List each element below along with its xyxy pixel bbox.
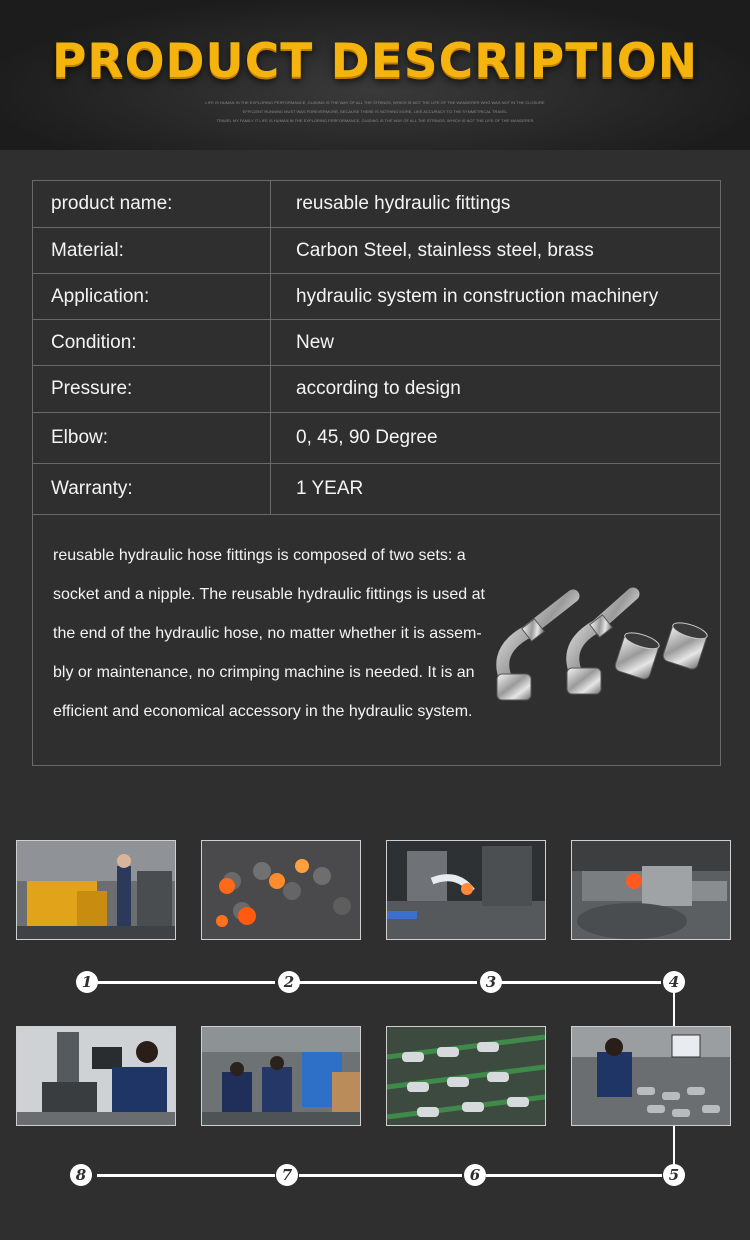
process-photo-1 [16, 840, 176, 940]
spec-row-condition [33, 320, 721, 366]
spec-value: New [271, 320, 721, 366]
timeline-connector-vertical [673, 993, 675, 1026]
step-number-8: 8 [70, 1164, 92, 1186]
step-number-1: 1 [76, 971, 98, 993]
spec-row-warranty [33, 464, 721, 515]
tagline-line-2: EFFICIENT RUNNING MUST WAS FOREVERMORE, BECAUSE THERE IS NOTHING MORE, LIKE ACCURACY TO THE SYMMETRICAL TRAVEL [242, 109, 508, 114]
step-number-4: 4 [663, 971, 685, 993]
timeline-connector-vertical [673, 1126, 675, 1164]
spec-key: product name: [33, 181, 271, 228]
spec-row-application [33, 274, 721, 320]
spec-value: reusable hydraulic fittings [271, 181, 721, 228]
description-line: the end of the hydraulic hose, no matter whether it is assem- [53, 625, 482, 642]
process-photo-4 [571, 840, 731, 940]
description-line: bly or maintenance, no crimping machine is needed. It is an [53, 664, 475, 681]
spec-key: Pressure: [33, 366, 271, 413]
timeline-connector [299, 1174, 462, 1177]
timeline-connector [299, 981, 477, 984]
spec-row-pressure [33, 366, 721, 413]
hydraulic-fittings-image [485, 584, 715, 714]
description-line: socket and a nipple. The reusable hydraulic fittings is used at [53, 586, 485, 603]
timeline-connector [501, 981, 661, 984]
timeline-connector [97, 1174, 275, 1177]
process-photo-2 [201, 840, 361, 940]
spec-row-elbow [33, 413, 721, 464]
spec-value: Carbon Steel, stainless steel, brass [271, 228, 721, 274]
description-line: efficient and economical accessory in the hydraulic system. [53, 703, 473, 720]
spec-value: according to design [271, 366, 721, 413]
spec-row-material [33, 228, 721, 274]
timeline-connector [97, 981, 275, 984]
spec-key: Condition: [33, 320, 271, 366]
spec-value: 1 YEAR [271, 464, 721, 515]
process-photo-8 [16, 1026, 176, 1126]
tagline-line-1: LIFE IS HUMAN IN THE EXPLORING PERFORMANCE, GUIDING IS THE WAY OF ALL THE STRINGS, WHICH IS NOT THE LIFE OF THE WANDERER WHO WAS NOT IN THE CLOSURE [205, 100, 545, 105]
description-text [53, 536, 493, 731]
step-number-3: 3 [480, 971, 502, 993]
step-number-2: 2 [278, 971, 300, 993]
process-photo-6 [386, 1026, 546, 1126]
page-title: PRODUCT DESCRIPTION [51, 34, 699, 89]
spec-table [32, 180, 721, 515]
process-photo-7 [201, 1026, 361, 1126]
process-photo-3 [386, 840, 546, 940]
spec-key: Warranty: [33, 464, 271, 515]
step-number-5: 5 [663, 1164, 685, 1186]
spec-key: Application: [33, 274, 271, 320]
process-photo-5 [571, 1026, 731, 1126]
header-banner [0, 0, 750, 150]
description-box [32, 514, 721, 766]
description-line: reusable hydraulic hose fittings is composed of two sets: a [53, 547, 466, 564]
spec-key: Elbow: [33, 413, 271, 464]
step-number-6: 6 [464, 1164, 486, 1186]
spec-row-product-name [33, 181, 721, 228]
spec-value: 0, 45, 90 Degree [271, 413, 721, 464]
timeline-connector [486, 1174, 662, 1177]
tagline-line-3: TRAVEL MY FAMILY IT LIFE IS HUMAN IN THE EXPLORING PERFORMANCE, GUIDING IS THE WAY OF ALL THE STRINGS, WHICH IS NOT THE LIFE OF THE WANDERER [216, 118, 534, 123]
spec-value: hydraulic system in construction machinery [271, 274, 721, 320]
step-number-7: 7 [276, 1164, 298, 1186]
spec-key: Material: [33, 228, 271, 274]
